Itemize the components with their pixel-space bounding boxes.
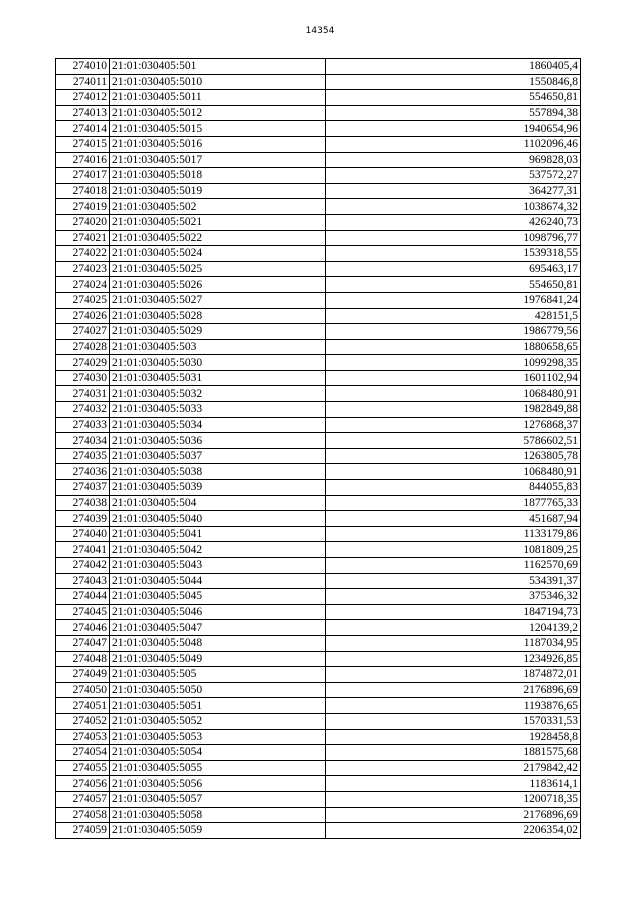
cadastral-number-cell: 21:01:030405:5042 <box>110 542 326 558</box>
cadastral-number-cell: 21:01:030405:5036 <box>110 433 326 449</box>
cadastral-number-cell: 21:01:030405:5037 <box>110 448 326 464</box>
cadastral-value-cell: 1847194,73 <box>326 604 581 620</box>
cadastral-number-cell: 21:01:030405:5031 <box>110 370 326 386</box>
cadastral-number-cell: 21:01:030405:5016 <box>110 136 326 152</box>
cadastral-value-cell: 2179842,42 <box>326 760 581 776</box>
cadastral-number-cell: 21:01:030405:5047 <box>110 620 326 636</box>
table-row <box>56 417 581 433</box>
table-row <box>56 402 581 418</box>
row-number-cell: 274010 <box>56 59 110 75</box>
cadastral-number-cell: 21:01:030405:5057 <box>110 791 326 807</box>
cadastral-value-cell: 426240,73 <box>326 214 581 230</box>
cadastral-number-cell: 21:01:030405:5027 <box>110 292 326 308</box>
table-row <box>56 74 581 90</box>
row-number-cell: 274012 <box>56 90 110 106</box>
cadastral-value-cell: 428151,5 <box>326 308 581 324</box>
table-row <box>56 682 581 698</box>
cadastral-number-cell: 21:01:030405:5048 <box>110 635 326 651</box>
table-row <box>56 339 581 355</box>
row-number-cell: 274048 <box>56 651 110 667</box>
table-row <box>56 667 581 683</box>
table-row <box>56 791 581 807</box>
table-row <box>56 558 581 574</box>
table-row <box>56 604 581 620</box>
row-number-cell: 274056 <box>56 776 110 792</box>
table-row <box>56 90 581 106</box>
row-number-cell: 274055 <box>56 760 110 776</box>
cadastral-value-cell: 537572,27 <box>326 168 581 184</box>
table-row <box>56 526 581 542</box>
row-number-cell: 274027 <box>56 324 110 340</box>
row-number-cell: 274020 <box>56 214 110 230</box>
row-number-cell: 274016 <box>56 152 110 168</box>
row-number-cell: 274015 <box>56 136 110 152</box>
cadastral-number-cell: 21:01:030405:502 <box>110 199 326 215</box>
cadastral-number-cell: 21:01:030405:5044 <box>110 573 326 589</box>
cadastral-value-cell: 695463,17 <box>326 261 581 277</box>
cadastral-value-cell: 557894,38 <box>326 105 581 121</box>
cadastral-number-cell: 21:01:030405:5028 <box>110 308 326 324</box>
table-row <box>56 136 581 152</box>
table-row <box>56 760 581 776</box>
cadastral-number-cell: 21:01:030405:5049 <box>110 651 326 667</box>
cadastral-number-cell: 21:01:030405:501 <box>110 59 326 75</box>
cadastral-number-cell: 21:01:030405:5050 <box>110 682 326 698</box>
table-row <box>56 370 581 386</box>
cadastral-value-cell: 375346,32 <box>326 589 581 605</box>
row-number-cell: 274018 <box>56 183 110 199</box>
cadastral-value-cell: 1038674,32 <box>326 199 581 215</box>
table-row <box>56 292 581 308</box>
row-number-cell: 274017 <box>56 168 110 184</box>
cadastral-number-cell: 21:01:030405:5030 <box>110 355 326 371</box>
table-row <box>56 480 581 496</box>
cadastral-number-cell: 21:01:030405:5058 <box>110 807 326 823</box>
table-row <box>56 776 581 792</box>
cadastral-value-cell: 1098796,77 <box>326 230 581 246</box>
cadastral-value-cell: 1099298,35 <box>326 355 581 371</box>
cadastral-number-cell: 21:01:030405:5012 <box>110 105 326 121</box>
table-row <box>56 152 581 168</box>
table-row <box>56 277 581 293</box>
table-row <box>56 199 581 215</box>
row-number-cell: 274043 <box>56 573 110 589</box>
table-row <box>56 324 581 340</box>
cadastral-number-cell: 21:01:030405:5034 <box>110 417 326 433</box>
cadastral-number-cell: 21:01:030405:5018 <box>110 168 326 184</box>
row-number-cell: 274059 <box>56 823 110 839</box>
cadastral-number-cell: 21:01:030405:5053 <box>110 729 326 745</box>
row-number-cell: 274026 <box>56 308 110 324</box>
cadastral-value-cell: 2176896,69 <box>326 807 581 823</box>
row-number-cell: 274053 <box>56 729 110 745</box>
cadastral-value-cell: 1928458,8 <box>326 729 581 745</box>
cadastral-number-cell: 21:01:030405:5025 <box>110 261 326 277</box>
cadastral-number-cell: 21:01:030405:5010 <box>110 74 326 90</box>
row-number-cell: 274036 <box>56 464 110 480</box>
table-row <box>56 713 581 729</box>
row-number-cell: 274021 <box>56 230 110 246</box>
table-row <box>56 121 581 137</box>
cadastral-value-cell: 1193876,65 <box>326 698 581 714</box>
cadastral-value-cell: 1881575,68 <box>326 745 581 761</box>
table-row <box>56 261 581 277</box>
table-row <box>56 448 581 464</box>
table-row <box>56 542 581 558</box>
cadastral-value-cell: 554650,81 <box>326 90 581 106</box>
row-number-cell: 274057 <box>56 791 110 807</box>
table-row <box>56 183 581 199</box>
cadastral-value-cell: 844055,83 <box>326 480 581 496</box>
table-row <box>56 433 581 449</box>
table-row <box>56 355 581 371</box>
table-row <box>56 729 581 745</box>
cadastral-number-cell: 21:01:030405:5029 <box>110 324 326 340</box>
table-row <box>56 807 581 823</box>
row-number-cell: 274050 <box>56 682 110 698</box>
cadastral-value-cell: 1976841,24 <box>326 292 581 308</box>
row-number-cell: 274019 <box>56 199 110 215</box>
cadastral-value-cell: 1183614,1 <box>326 776 581 792</box>
cadastral-value-cell: 2176896,69 <box>326 682 581 698</box>
cadastral-number-cell: 21:01:030405:503 <box>110 339 326 355</box>
cadastral-number-cell: 21:01:030405:5052 <box>110 713 326 729</box>
table-row <box>56 168 581 184</box>
row-number-cell: 274013 <box>56 105 110 121</box>
cadastral-value-cell: 554650,81 <box>326 277 581 293</box>
table-row <box>56 651 581 667</box>
cadastral-number-cell: 21:01:030405:5041 <box>110 526 326 542</box>
row-number-cell: 274054 <box>56 745 110 761</box>
cadastral-value-cell: 2206354,02 <box>326 823 581 839</box>
cadastral-value-cell: 969828,03 <box>326 152 581 168</box>
cadastral-value-cell: 1162570,69 <box>326 558 581 574</box>
cadastral-value-cell: 1068480,91 <box>326 464 581 480</box>
cadastral-value-cell: 1880658,65 <box>326 339 581 355</box>
table-row <box>56 511 581 527</box>
table-row <box>56 386 581 402</box>
cadastral-value-cell: 1982849,88 <box>326 402 581 418</box>
cadastral-number-cell: 21:01:030405:5022 <box>110 230 326 246</box>
table-row <box>56 105 581 121</box>
table-body <box>56 59 581 839</box>
cadastral-value-cell: 1081809,25 <box>326 542 581 558</box>
table-row <box>56 495 581 511</box>
table-row <box>56 308 581 324</box>
table-row <box>56 589 581 605</box>
cadastral-number-cell: 21:01:030405:5038 <box>110 464 326 480</box>
cadastral-value-cell: 5786602,51 <box>326 433 581 449</box>
row-number-cell: 274011 <box>56 74 110 90</box>
row-number-cell: 274051 <box>56 698 110 714</box>
table-row <box>56 823 581 839</box>
cadastral-number-cell: 21:01:030405:5011 <box>110 90 326 106</box>
row-number-cell: 274040 <box>56 526 110 542</box>
row-number-cell: 274023 <box>56 261 110 277</box>
cadastral-value-cell: 1601102,94 <box>326 370 581 386</box>
cadastral-value-cell: 1877765,33 <box>326 495 581 511</box>
cadastral-value-cell: 1200718,35 <box>326 791 581 807</box>
page-number: 14354 <box>305 26 335 36</box>
table-row <box>56 230 581 246</box>
cadastral-number-cell: 21:01:030405:5043 <box>110 558 326 574</box>
table-row <box>56 573 581 589</box>
cadastral-value-cell: 364277,31 <box>326 183 581 199</box>
table-row <box>56 246 581 262</box>
row-number-cell: 274014 <box>56 121 110 137</box>
cadastral-value-cell: 1263805,78 <box>326 448 581 464</box>
cadastral-number-cell: 21:01:030405:5015 <box>110 121 326 137</box>
cadastral-value-cell: 1986779,56 <box>326 324 581 340</box>
row-number-cell: 274033 <box>56 417 110 433</box>
row-number-cell: 274044 <box>56 589 110 605</box>
row-number-cell: 274052 <box>56 713 110 729</box>
cadastral-value-cell: 1550846,8 <box>326 74 581 90</box>
cadastral-number-cell: 21:01:030405:5032 <box>110 386 326 402</box>
row-number-cell: 274024 <box>56 277 110 293</box>
cadastral-number-cell: 21:01:030405:504 <box>110 495 326 511</box>
row-number-cell: 274022 <box>56 246 110 262</box>
cadastral-value-cell: 1860405,4 <box>326 59 581 75</box>
cadastral-number-cell: 21:01:030405:5056 <box>110 776 326 792</box>
cadastral-number-cell: 21:01:030405:5054 <box>110 745 326 761</box>
cadastral-value-cell: 1102096,46 <box>326 136 581 152</box>
cadastral-number-cell: 21:01:030405:5039 <box>110 480 326 496</box>
row-number-cell: 274030 <box>56 370 110 386</box>
cadastral-value-cell: 1570331,53 <box>326 713 581 729</box>
cadastral-value-cell: 451687,94 <box>326 511 581 527</box>
cadastral-number-cell: 21:01:030405:5019 <box>110 183 326 199</box>
row-number-cell: 274047 <box>56 635 110 651</box>
cadastral-number-cell: 21:01:030405:5024 <box>110 246 326 262</box>
table-row <box>56 620 581 636</box>
row-number-cell: 274028 <box>56 339 110 355</box>
cadastral-value-cell: 1068480,91 <box>326 386 581 402</box>
cadastral-number-cell: 21:01:030405:505 <box>110 667 326 683</box>
row-number-cell: 274031 <box>56 386 110 402</box>
cadastral-value-table <box>55 58 581 839</box>
cadastral-number-cell: 21:01:030405:5026 <box>110 277 326 293</box>
cadastral-number-cell: 21:01:030405:5021 <box>110 214 326 230</box>
row-number-cell: 274025 <box>56 292 110 308</box>
cadastral-value-cell: 1276868,37 <box>326 417 581 433</box>
row-number-cell: 274039 <box>56 511 110 527</box>
cadastral-number-cell: 21:01:030405:5017 <box>110 152 326 168</box>
row-number-cell: 274046 <box>56 620 110 636</box>
table-row <box>56 698 581 714</box>
cadastral-number-cell: 21:01:030405:5059 <box>110 823 326 839</box>
cadastral-value-cell: 1133179,86 <box>326 526 581 542</box>
table-row <box>56 214 581 230</box>
row-number-cell: 274038 <box>56 495 110 511</box>
table-row <box>56 464 581 480</box>
cadastral-number-cell: 21:01:030405:5051 <box>110 698 326 714</box>
row-number-cell: 274032 <box>56 402 110 418</box>
cadastral-value-cell: 534391,37 <box>326 573 581 589</box>
table-row <box>56 59 581 75</box>
table-row <box>56 635 581 651</box>
row-number-cell: 274037 <box>56 480 110 496</box>
row-number-cell: 274034 <box>56 433 110 449</box>
row-number-cell: 274042 <box>56 558 110 574</box>
row-number-cell: 274035 <box>56 448 110 464</box>
cadastral-value-cell: 1539318,55 <box>326 246 581 262</box>
row-number-cell: 274045 <box>56 604 110 620</box>
row-number-cell: 274029 <box>56 355 110 371</box>
cadastral-number-cell: 21:01:030405:5040 <box>110 511 326 527</box>
row-number-cell: 274058 <box>56 807 110 823</box>
row-number-cell: 274049 <box>56 667 110 683</box>
cadastral-number-cell: 21:01:030405:5046 <box>110 604 326 620</box>
cadastral-value-cell: 1940654,96 <box>326 121 581 137</box>
cadastral-number-cell: 21:01:030405:5033 <box>110 402 326 418</box>
row-number-cell: 274041 <box>56 542 110 558</box>
cadastral-number-cell: 21:01:030405:5055 <box>110 760 326 776</box>
cadastral-value-cell: 1234926,85 <box>326 651 581 667</box>
cadastral-value-cell: 1874872,01 <box>326 667 581 683</box>
table-row <box>56 745 581 761</box>
cadastral-value-cell: 1187034,95 <box>326 635 581 651</box>
cadastral-number-cell: 21:01:030405:5045 <box>110 589 326 605</box>
cadastral-value-cell: 1204139,2 <box>326 620 581 636</box>
